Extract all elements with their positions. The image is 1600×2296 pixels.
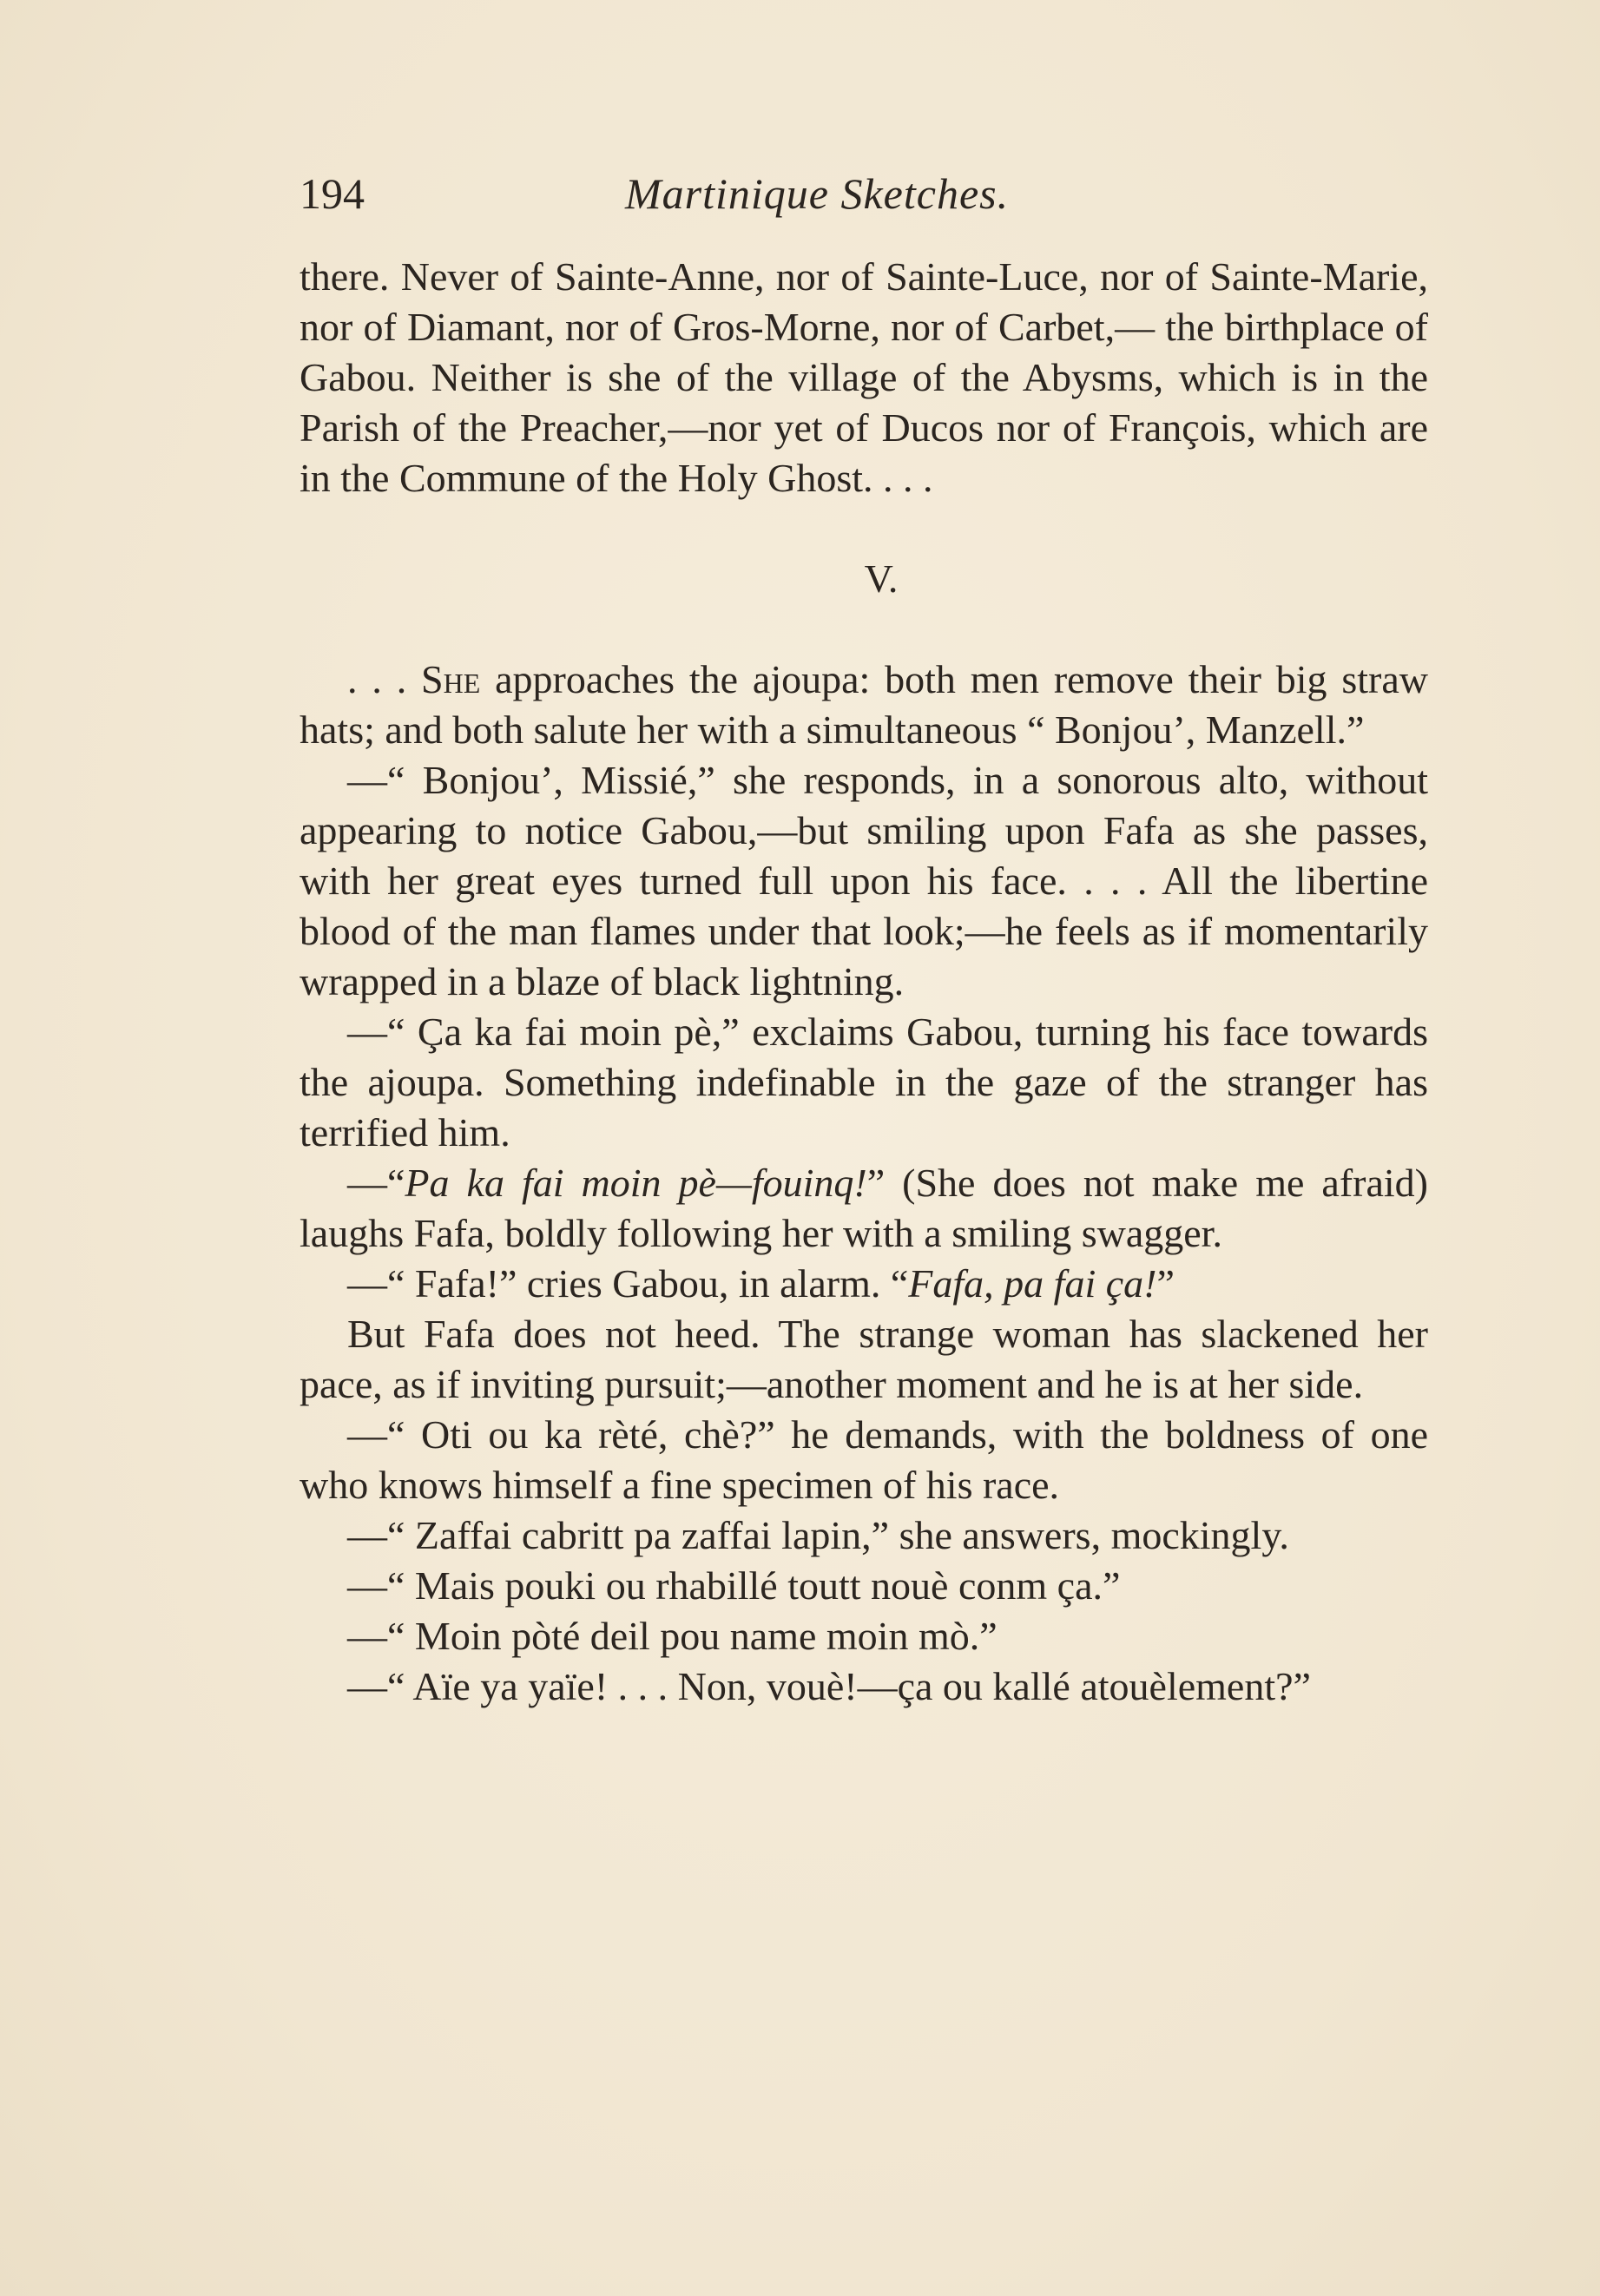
paragraph: —“ Aïe ya yaïe! . . . Non, vouè!—ça ou kallé atouèlement?” [347,1664,1311,1708]
paragraph: —“Pa ka fai moin pè—fouinq!” (She does not make me afraid) laughs Fafa, boldly following her with a smiling swagger. [300,1161,1428,1255]
paragraph: —“ Bonjou’, Missié,” she responds, in a sonorous alto, without appearing to notice Gabou,—but smiling upon Fafa as she passes, with her great eyes turned full upon his face. . . . All the libertine blood of the man flames under that look;—he feels as if momentarily wrapped in a blaze of black lightning. [300,758,1428,1003]
paragraph: —“ Mais pouki ou rhabillé toutt nouè conm ça.” [347,1563,1121,1608]
paragraph: there. Never of Sainte-Anne, nor of Sainte-Luce, nor of Sainte-Marie, nor of Diamant, nor of Gros-Morne, nor of Carbet,— the birthplace of Gabou. Neither is she of the village of the Abysms, which is in the Parish of the Preacher,—nor yet of Ducos nor of François, which are in the Commune of the Holy Ghost. . . . [300,254,1428,500]
page-header [300,163,1428,224]
paragraph: —“ Ça ka fai moin pè,” exclaims Gabou, turning his face towards the ajoupa. Something indefinable in the gaze of the stranger has terrified him. [300,1010,1428,1155]
paragraph: But Fafa does not heed. The strange woman has slackened her pace, as if inviting pursuit;—another moment and he is at her side. [300,1312,1428,1406]
paragraph: —“ Fafa!” cries Gabou, in alarm. “Fafa, pa fai ça!” [347,1261,1175,1306]
body-text [300,252,1428,1712]
running-title: Martinique Sketches. [625,169,1010,218]
section-heading: V. [864,556,899,601]
page-number: 194 [300,169,365,218]
paragraph: —“ Oti ou ka rèté, chè?” he demands, with the boldness of one who knows himself a fine specimen of his race. [300,1412,1428,1507]
paragraph: —“ Zaffai cabritt pa zaffai lapin,” she answers, mockingly. [347,1513,1289,1557]
paragraph: . . . She approaches the ajoupa: both men remove their big straw hats; and both salute her with a simultaneous “ Bonjou’, Manzell.” [300,657,1429,752]
paragraph: —“ Moin pòté deil pou name moin mò.” [347,1614,998,1658]
